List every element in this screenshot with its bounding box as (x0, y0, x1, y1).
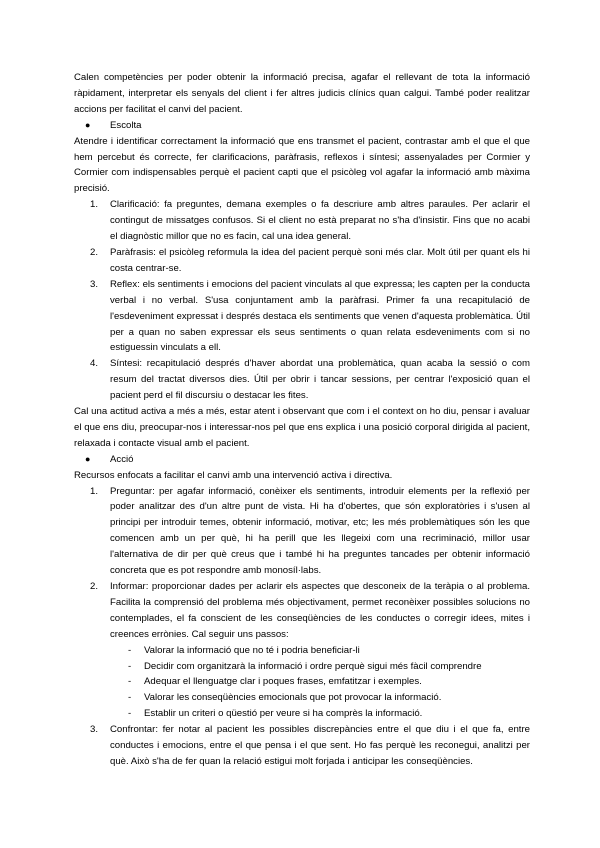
escolta-paragraph: Atendre i identificar correctament la informació que ens transmet el pacient, contrastar amb el que el que hem percebut és correcte, fer clarificacions, paràfrasis, reflexos i síntesi; assenyalades per Cormier y Cormier com indispensables perquè el pacient capti que el psicòleg vol agafar la informació amb màxima precisió. (74, 135, 530, 195)
accio-list (74, 484, 530, 770)
list-number: 4. (90, 358, 99, 370)
list-item (74, 245, 530, 277)
step-text: Adequar el llenguatge clar i poques frases, emfatitzar i exemples. (144, 676, 422, 688)
step-text: Valorar la informació que no té i podria beneficiar-li (144, 644, 360, 656)
accio-heading (74, 452, 530, 468)
list-item-text: Síntesi: recapitulació després d'haver abordat una problemàtica, quan acaba la sessió o com resum del tractat diversos dies. Útil per obrir i tancar sessions, per centrar l'exposició quan el pacient perd el fil discursiu o destacar les fites. (110, 358, 530, 402)
dash-marker: - (128, 692, 132, 704)
intro-paragraph: Calen competències per poder obtenir la informació precisa, agafar el rellevant de tota la informació ràpidament, interpretar els senyals del client i fer altres judicis clínics quan calgui. També poder realitzar accions per facilitat el canvi del pacient. (74, 72, 530, 115)
list-item (74, 722, 530, 770)
accio-heading-text: Acció (110, 453, 134, 465)
step-item (110, 674, 530, 690)
escolta-heading (74, 118, 530, 134)
list-item-text: Reflex: els sentiments i emocions del pacient vinculats al que expressa; les capten per la conducta verbal i no verbal. S'usa conjuntament amb la paràfrasi. Primer fa una recapitulació de l'esdeveniment expressat i després destaca els sentiments que venen d'aquesta problemàtica. Útil per a quan no saben expressar els seus sentiments o quan relata esdeveniments com si no estiguessin vinculats a ell. (110, 278, 530, 354)
list-item-text: Clarificació: fa preguntes, demana exemples o fa descriure amb altres paraules. Per aclarir el contingut de missatges confusos. Si el client no està preparat no s'ha d'insistir. Fins que no acabi el diagnòstic millor que no es facin, cal una idea general. (110, 199, 530, 243)
list-item (74, 197, 530, 245)
list-item-text: Informar: proporcionar dades per aclarir els aspectes que desconeix de la teràpia o al problema. Facilita la comprensió del problema més objectivament, permet reconèixer possibles solucions no contemplades, el fa conscient de les conseqüències de les conductes o corregir idees, mites i creences errònies. Cal seguir uns passos: (110, 581, 530, 640)
step-text: Establir un criteri o qüestió per veure si ha comprès la informació. (144, 708, 423, 720)
dash-marker: - (128, 660, 132, 672)
list-number: 2. (90, 246, 99, 258)
list-item (74, 579, 530, 722)
accio-paragraph: Recursos enfocats a facilitar el canvi amb una intervenció activa i directiva. (74, 469, 393, 481)
step-item (110, 706, 530, 722)
list-number: 3. (90, 724, 99, 736)
document-page (74, 70, 530, 770)
list-number: 3. (90, 278, 99, 290)
dash-marker: - (128, 708, 132, 720)
bullet-icon: ● (85, 119, 91, 130)
attitude-paragraph: Cal una actitud activa a més a més, estar atent i observant que com i el context on ho diu, pensar i avaluar el que ens diu, preocupar-nos i interessar-nos pel que ens explica i una posició corporal dirigida al pacient, relaxada i contacte visual amb el pacient. (74, 406, 530, 449)
list-item (74, 277, 530, 357)
escolta-heading-text: Escolta (110, 119, 142, 131)
dash-marker: - (128, 644, 132, 656)
step-item (110, 690, 530, 706)
list-number: 1. (90, 199, 99, 211)
list-item-text: Confrontar: fer notar al pacient les possibles discrepàncies entre el que diu i el que fa, entre conductes i emocions, entre el que pensa i el que sent. Ho fas perquè les reconegui, analitzi per què. Això s'ha de fer quan la relació estigui molt forjada i anticipar les conseqüències. (110, 724, 530, 767)
step-item (110, 643, 530, 659)
dash-marker: - (128, 676, 132, 688)
step-item (110, 659, 530, 675)
bullet-icon: ● (85, 453, 91, 464)
steps-list (110, 643, 530, 723)
list-number: 2. (90, 581, 99, 592)
escolta-list (74, 197, 530, 404)
list-item (74, 356, 530, 404)
list-number: 1. (90, 485, 99, 497)
list-item (74, 484, 530, 579)
step-text: Valorar les conseqüències emocionals que pot provocar la informació. (144, 692, 442, 704)
step-text: Decidir com organitzarà la informació i ordre perquè sigui més fàcil comprendre (144, 660, 482, 672)
list-item-text: Preguntar: per agafar informació, conèixer els sentiments, introduir elements per la reflexió per poder analitzar des d'un altre punt de vista. Hi ha d'obertes, que són exploratòries i s'usen al principi per introduir temes, obtenir informació, motivar, etc; les més problemàtiques són les que comencen amb un per què, hi ha perill que les llegeixi com una recriminació, millor usar l'alternativa de dir per què creus que i també hi ha preguntes tancades per obtenir informació concreta que es pot respondre amb monosíl·labs. (110, 485, 530, 577)
list-item-text: Paràfrasis: el psicòleg reformula la idea del pacient perquè soni més clar. Molt útil per quant els hi costa centrar-se. (110, 246, 530, 274)
